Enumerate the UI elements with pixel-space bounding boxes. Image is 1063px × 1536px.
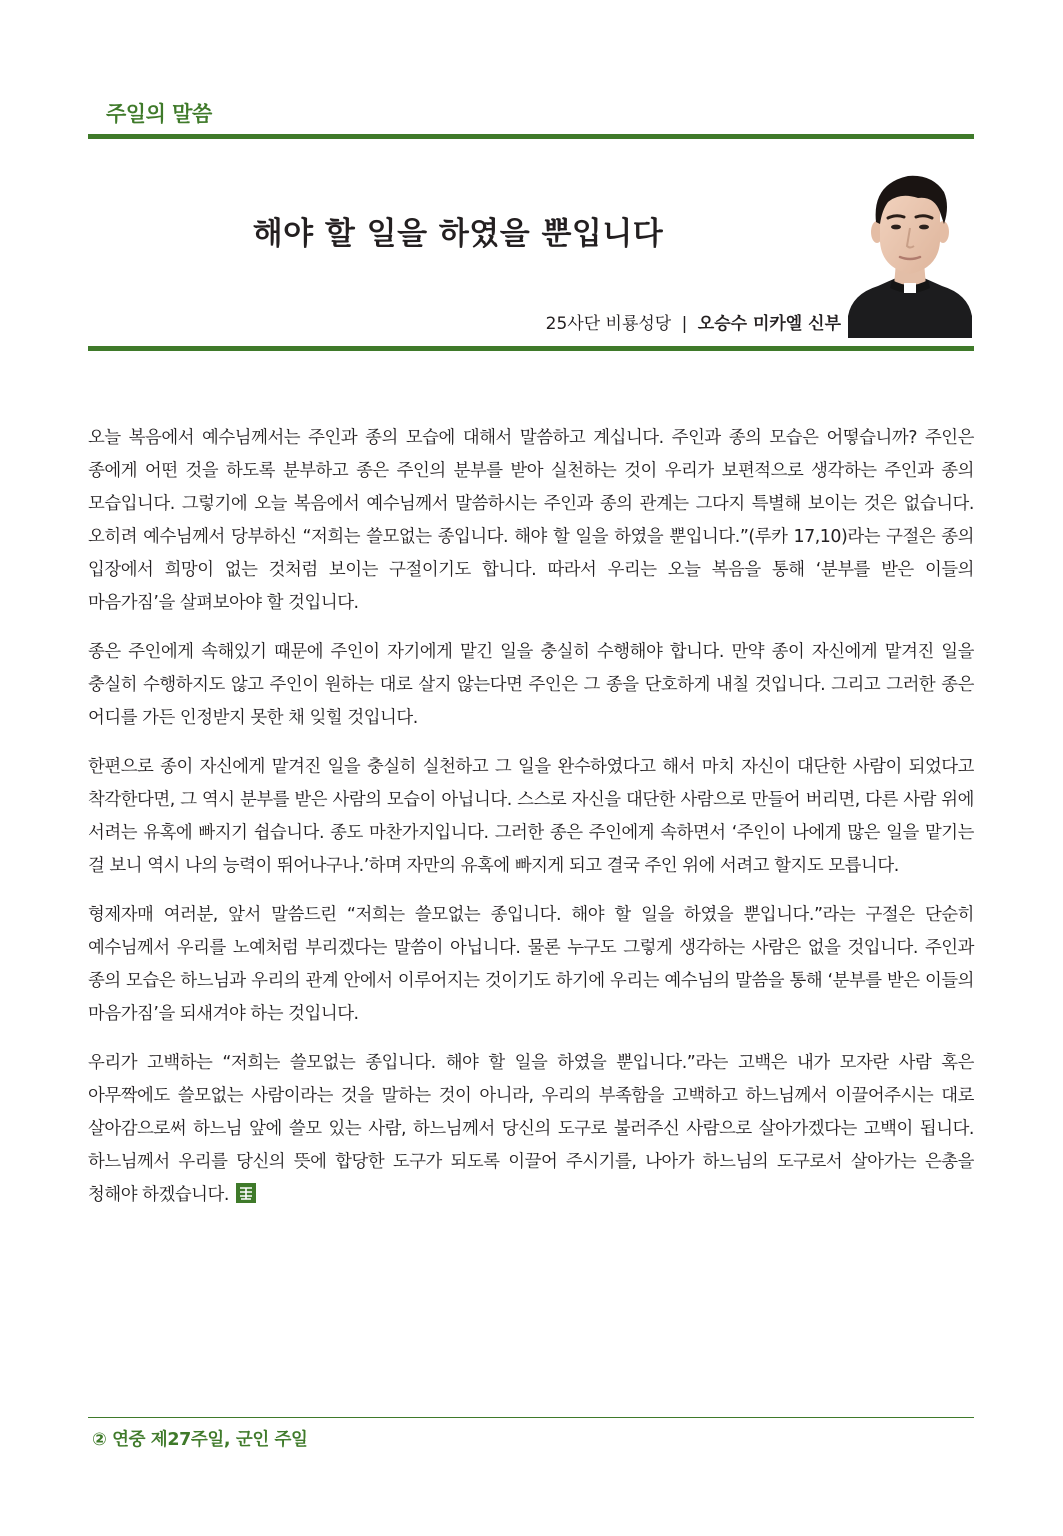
priest-portrait [848, 166, 972, 338]
section-label: 주일의 말씀 [106, 102, 212, 126]
footer-divider [88, 1417, 974, 1418]
top-divider [88, 134, 974, 139]
paragraph: 한편으로 종이 자신에게 맡겨진 일을 충실히 실천하고 그 일을 완수하였다고 해서 마치 자신이 대단한 사람이 되었다고 착각한다면, 그 역시 분부를 받은 사람의 모습이 아닙니다. 스스로 자신을 대단한 사람으로 만들어 버리면, 다른 사람 위에 서려는 유혹에 빠지기 쉽습니다. 종도 마찬가지입니다. 그러한 종은 주인에게 속하면서 ‘주인이 나에게 많은 일을 맡기는 걸 보니 역시 나의 능력이 뛰어나구나.’하며 자만의 유혹에 빠지게 되고 결국 주인 위에 서려고 할지도 모릅니다. [88, 757, 974, 876]
byline [546, 309, 841, 334]
byline-separator: | [681, 314, 688, 334]
end-mark-icon [235, 1182, 257, 1204]
byline-author: 오승수 미카엘 신부 [697, 314, 841, 334]
footer-page-info: ② 연중 제27주일, 군인 주일 [92, 1430, 308, 1450]
paragraph-last-text: 우리가 고백하는 “저희는 쓸모없는 종입니다. 해야 할 일을 하였을 뿐입니다.”라는 고백은 내가 모자란 사람 혹은 아무짝에도 쓸모없는 사람이라는 것을 말하는 것이 아니라, 우리의 부족함을 고백하고 하느님께서 이끌어주시는 대로 살아감으로써 하느님 앞에 쓸모 있는 사람, 하느님께서 당신의 도구로 불러주신 사람으로 살아가겠다는 고백이 됩니다. 하느님께서 우리를 당신의 뜻에 합당한 도구가 되도록 이끌어 주시기를, 나아가 하느님의 도구로서 살아가는 은총을 청해야 하겠습니다. [88, 1053, 974, 1205]
paragraph-last [88, 1047, 974, 1212]
byline-place: 25사단 비룡성당 [545, 314, 672, 334]
paragraph: 종은 주인에게 속해있기 때문에 주인이 자기에게 맡긴 일을 충실히 수행해야 합니다. 만약 종이 자신에게 맡겨진 일을 충실히 수행하지도 않고 주인이 원하는 대로 살지 않는다면 주인은 그 종을 단호하게 내칠 것입니다. 그리고 그러한 종은 어디를 가든 인정받지 못한 채 잊힐 것입니다. [88, 642, 974, 728]
article-body [88, 422, 974, 1228]
paragraph: 형제자매 여러분, 앞서 말씀드린 “저희는 쓸모없는 종입니다. 해야 할 일을 하였을 뿐입니다.”라는 구절은 단순히 예수님께서 우리를 노예처럼 부리겠다는 말씀이 아닙니다. 물론 누구도 그렇게 생각하는 사람은 없을 것입니다. 주인과 종의 모습은 하느님과 우리의 관계 안에서 이루어지는 것이기도 하기에 우리는 예수님의 말씀을 통해 ‘분부를 받은 이들의 마음가짐’을 되새겨야 하는 것입니다. [88, 905, 974, 1024]
header-divider [88, 346, 974, 351]
article-title: 해야 할 일을 하였을 뿐입니다 [252, 216, 664, 252]
paragraph: 오늘 복음에서 예수님께서는 주인과 종의 모습에 대해서 말씀하고 계십니다. 주인과 종의 모습은 어떻습니까? 주인은 종에게 어떤 것을 하도록 분부하고 종은 주인의 분부를 받아 실천하는 것이 우리가 보편적으로 생각하는 주인과 종의 모습입니다. 그렇기에 오늘 복음에서 예수님께서 말씀하시는 주인과 종의 관계는 그다지 특별해 보이는 것은 없습니다. 오히려 예수님께서 당부하신 “저희는 쓸모없는 종입니다. 해야 할 일을 하였을 뿐입니다.”(루카 17,10)라는 구절은 종의 입장에서 희망이 없는 것처럼 보이는 구절이기도 합니다. 따라서 우리는 오늘 복음을 통해 ‘분부를 받은 이들의 마음가짐’을 살펴보아야 할 것입니다. [88, 428, 974, 613]
